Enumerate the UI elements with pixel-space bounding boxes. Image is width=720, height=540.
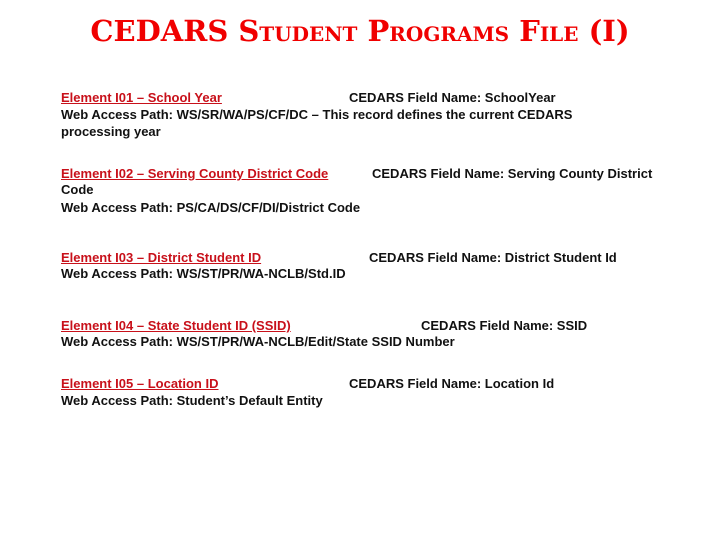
element-i05-label: Element I05 – Location ID bbox=[61, 376, 219, 391]
element-i05-path: Web Access Path: Student’s Default Entity bbox=[61, 393, 323, 408]
element-i02-label: Element I02 – Serving County District Code bbox=[61, 166, 329, 181]
element-i02-path: Web Access Path: PS/CA/DS/CF/DI/District Code bbox=[61, 200, 361, 215]
element-i01-path-cont: processing year bbox=[61, 124, 161, 139]
slide-title: CEDARS Student Programs File (I) bbox=[90, 14, 630, 48]
element-i02-field-name: CEDARS Field Name: Serving County District bbox=[372, 166, 653, 181]
element-i03-label: Element I03 – District Student ID bbox=[61, 250, 262, 265]
element-i05-field-name: CEDARS Field Name: Location Id bbox=[349, 376, 555, 391]
element-i04-path: Web Access Path: WS/ST/PR/WA-NCLB/Edit/State SSID Number bbox=[61, 334, 455, 349]
element-i04-label: Element I04 – State Student ID (SSID) bbox=[61, 318, 291, 333]
element-i03-path: Web Access Path: WS/ST/PR/WA-NCLB/Std.ID bbox=[61, 266, 346, 281]
element-i02-field-name-cont: Code bbox=[61, 182, 94, 197]
element-i01-label: Element I01 – School Year bbox=[61, 90, 222, 105]
element-i01-path: Web Access Path: WS/SR/WA/PS/CF/DC – This record defines the current CEDARS bbox=[61, 107, 573, 122]
element-i03-field-name: CEDARS Field Name: District Student Id bbox=[369, 250, 617, 265]
element-i04-field-name: CEDARS Field Name: SSID bbox=[421, 318, 588, 333]
element-i01-field-name: CEDARS Field Name: SchoolYear bbox=[349, 90, 556, 105]
